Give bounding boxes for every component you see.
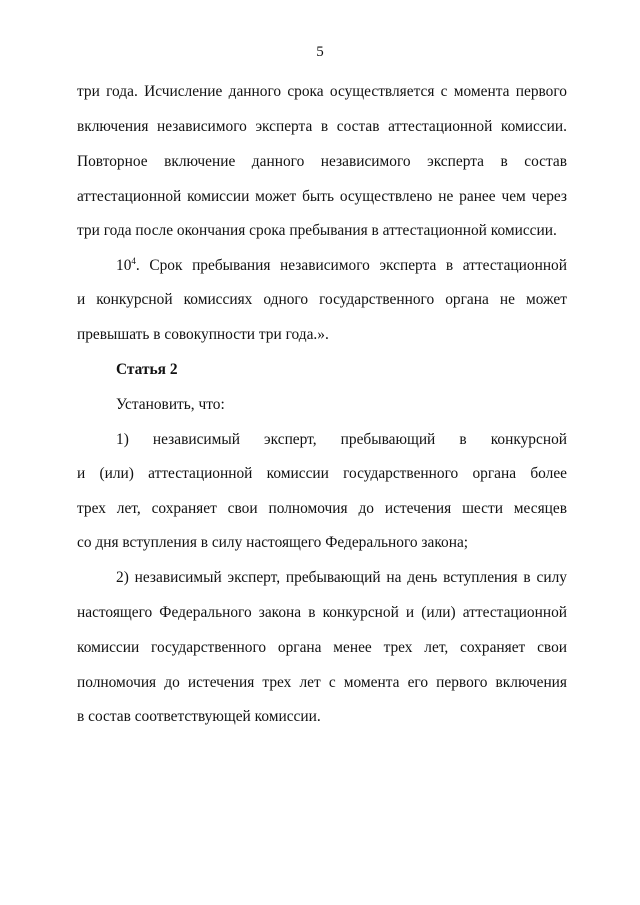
item-1-line-4: со дня вступления в силу настоящего Федерального закона;	[77, 534, 469, 551]
paragraph-2-line-2: и конкурсной комиссиях одного государственного органа не может	[77, 291, 567, 308]
item-1-line-3: трех лет, сохраняет свои полномочия до истечения шести месяцев	[77, 500, 567, 517]
item-2-line-2: настоящего Федерального закона в конкурсной и (или) аттестационной	[77, 604, 567, 621]
paragraph-number: 10	[116, 257, 132, 274]
paragraph-1-line-5: три года после окончания срока пребывания в аттестационной комиссии.	[77, 222, 557, 239]
item-1-line-2: и (или) аттестационной комиссии государственного органа более	[77, 465, 567, 482]
page-number: 5	[316, 44, 324, 60]
paragraph-1-line-1: три года. Исчисление данного срока осуществляется с момента первого	[77, 83, 567, 100]
paragraph-1-line-4: аттестационной комиссии может быть осуществлено не ранее чем через	[77, 188, 567, 205]
item-1-line-1: 1) независимый эксперт, пребывающий в конкурсной	[116, 431, 567, 448]
establish-text: Установить, что:	[116, 396, 225, 413]
item-2-line-4: полномочия до истечения трех лет с момента его первого включения	[77, 674, 567, 691]
item-2-line-5: в состав соответствующей комиссии.	[77, 708, 321, 725]
paragraph-number-superscript: 4	[131, 255, 136, 266]
paragraph-2-line-3: превышать в совокупности три года.».	[77, 326, 329, 343]
paragraph-2-line-1	[116, 256, 567, 276]
article-heading: Статья 2	[116, 361, 178, 378]
paragraph-2-line-1-text: . Срок пребывания независимого эксперта в аттестационной	[135, 257, 567, 274]
paragraph-1-line-2: включения независимого эксперта в состав аттестационной комиссии.	[77, 118, 567, 135]
item-2-line-1: 2) независимый эксперт, пребывающий на день вступления в силу	[116, 569, 567, 586]
item-2-line-3: комиссии государственного органа менее трех лет, сохраняет свои	[77, 639, 567, 656]
paragraph-1-line-3: Повторное включение данного независимого эксперта в состав	[77, 153, 567, 170]
